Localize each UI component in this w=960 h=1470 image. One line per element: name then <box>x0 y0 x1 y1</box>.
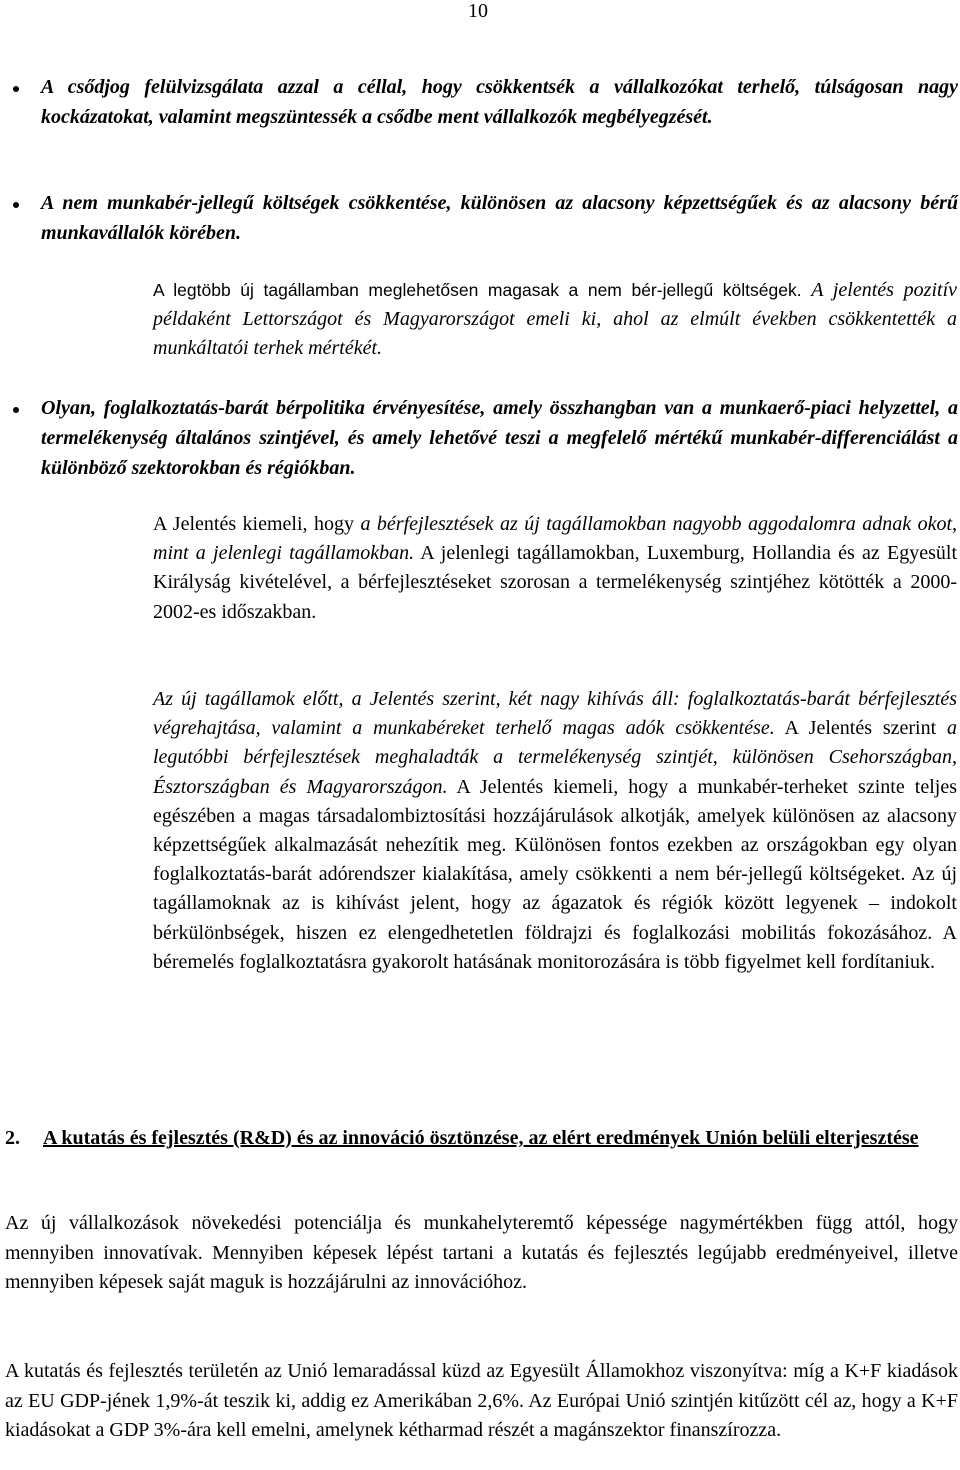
paragraph <box>153 510 957 627</box>
text-run-italic: Az új tagállamok előtt, a Jelentés szerint, két nagy kihívás áll: foglalkoztatás-barát bérfejlesztés végrehajtása, valamint a munkabéreket terhelő magas adók csökkentése. <box>153 688 957 740</box>
paragraph-sans-text: A legtöbb új tagállamban meglehetősen magasak a nem bér-jellegű költségek. <box>153 280 802 300</box>
text-run: A Jelentés szerint <box>774 717 948 740</box>
paragraph-italic-text: A jelentés pozitív példaként Lettországot és Magyarországot emeli ki, ahol az elmúlt években csökkentették a munkáltatói terhek mértékét. <box>153 279 958 360</box>
bullet-icon <box>13 202 19 208</box>
bullet-text: Olyan, foglalkoztatás-barát bérpolitika érvényesítése, amely összhangban van a munkaerő-piaci helyzettel, a termelékenység általános szintjével, és amely lehetővé teszi a megfelelő mértékű munkabér-differenciálást a különböző szektorokban és régiókban. <box>41 397 958 479</box>
text-run-italic: a bérfejlesztések az új tagállamokban nagyobb aggodalomra adnak okot, mint a jelenlegi tagállamokban. <box>153 513 957 565</box>
bullet-text: A csődjog felülvizsgálata azzal a céllal, hogy csökkentsék a vállalkozókat terhelő, túlságosan nagy kockázatokat, valamint megszüntessék a csődbe ment vállalkozók megbélyegzését. <box>41 76 958 128</box>
text-run: A Jelentés kiemeli, hogy a munkabér-terheket szinte teljes egészében a magas társadalombiztosítási hozzájárulások alkotják, amelyek különösen az alacsony képzettségűek alkalmazását nehezítik meg. Különösen fontos ezekben az országokban egy olyan foglalkoztatás-barát adórendszer kialakítása, amely csökkenti a nem bér-jellegű költségeket. Az új tagállamoknak az is kihívást jelent, hogy az ágazatok és régiók között legyenek – indokolt bérkülönbségek, hiszen ez elengedhetetlen földrajzi és foglalkozási mobilitás fokozásához. A béremelés foglalkoztatásra gyakorolt hatásának monitorozására is több figyelmet kell fordítaniuk. <box>153 775 957 973</box>
text-run: A Jelentés kiemeli, hogy <box>153 513 361 535</box>
bullet-text: A nem munkabér-jellegű költségek csökkentése, különösen az alacsony képzettségűek és az alacsony bérű munkavállalók körében. <box>41 192 958 244</box>
bullet-icon <box>13 407 19 413</box>
body-paragraph: A kutatás és fejlesztés területén az Unió lemaradással küzd az Egyesült Államokhoz viszonyítva: míg a K+F kiadások az EU GDP-jének 1,9%-át teszik ki, addig ez Amerikában 2,6%. Az Európai Unió szintjén kitűzött cél az, hogy a K+F kiadásokat a GDP 3%-ára kell emelni, amelynek kétharmad részét a magánszektor finanszírozza. <box>5 1360 958 1441</box>
body-paragraph: Az új vállalkozások növekedési potenciálja és munkahelyteremtő képessége nagymértékben függ attól, hogy mennyiben innovatívak. Mennyiben képesek lépést tartani a kutatás és fejlesztés legújabb eredményeivel, illetve mennyiben képesek saját maguk is hozzájárulni az innovációhoz. <box>5 1212 958 1293</box>
section-number: 2. <box>5 1127 20 1149</box>
text-run: A jelenlegi tagállamokban, Luxemburg, Hollandia és az Egyesült Királyság kivételével, a bérfejlesztéseket szorosan a termelékenység szintjéhez kötötték a 2000-2002-es időszakban. <box>153 542 957 623</box>
paragraph <box>153 276 957 364</box>
paragraph <box>153 685 957 977</box>
bullet-icon <box>13 86 19 92</box>
page-number: 10 <box>468 0 488 22</box>
text-run-italic: a legutóbbi bérfejlesztések meghaladták a termelékenység szintjét, különösen Csehországban, Észtországban és Magyarországon. <box>153 717 958 798</box>
section-title: A kutatás és fejlesztés (R&D) és az innováció ösztönzése, az elért eredmények Unión belüli elterjesztése <box>43 1127 919 1149</box>
